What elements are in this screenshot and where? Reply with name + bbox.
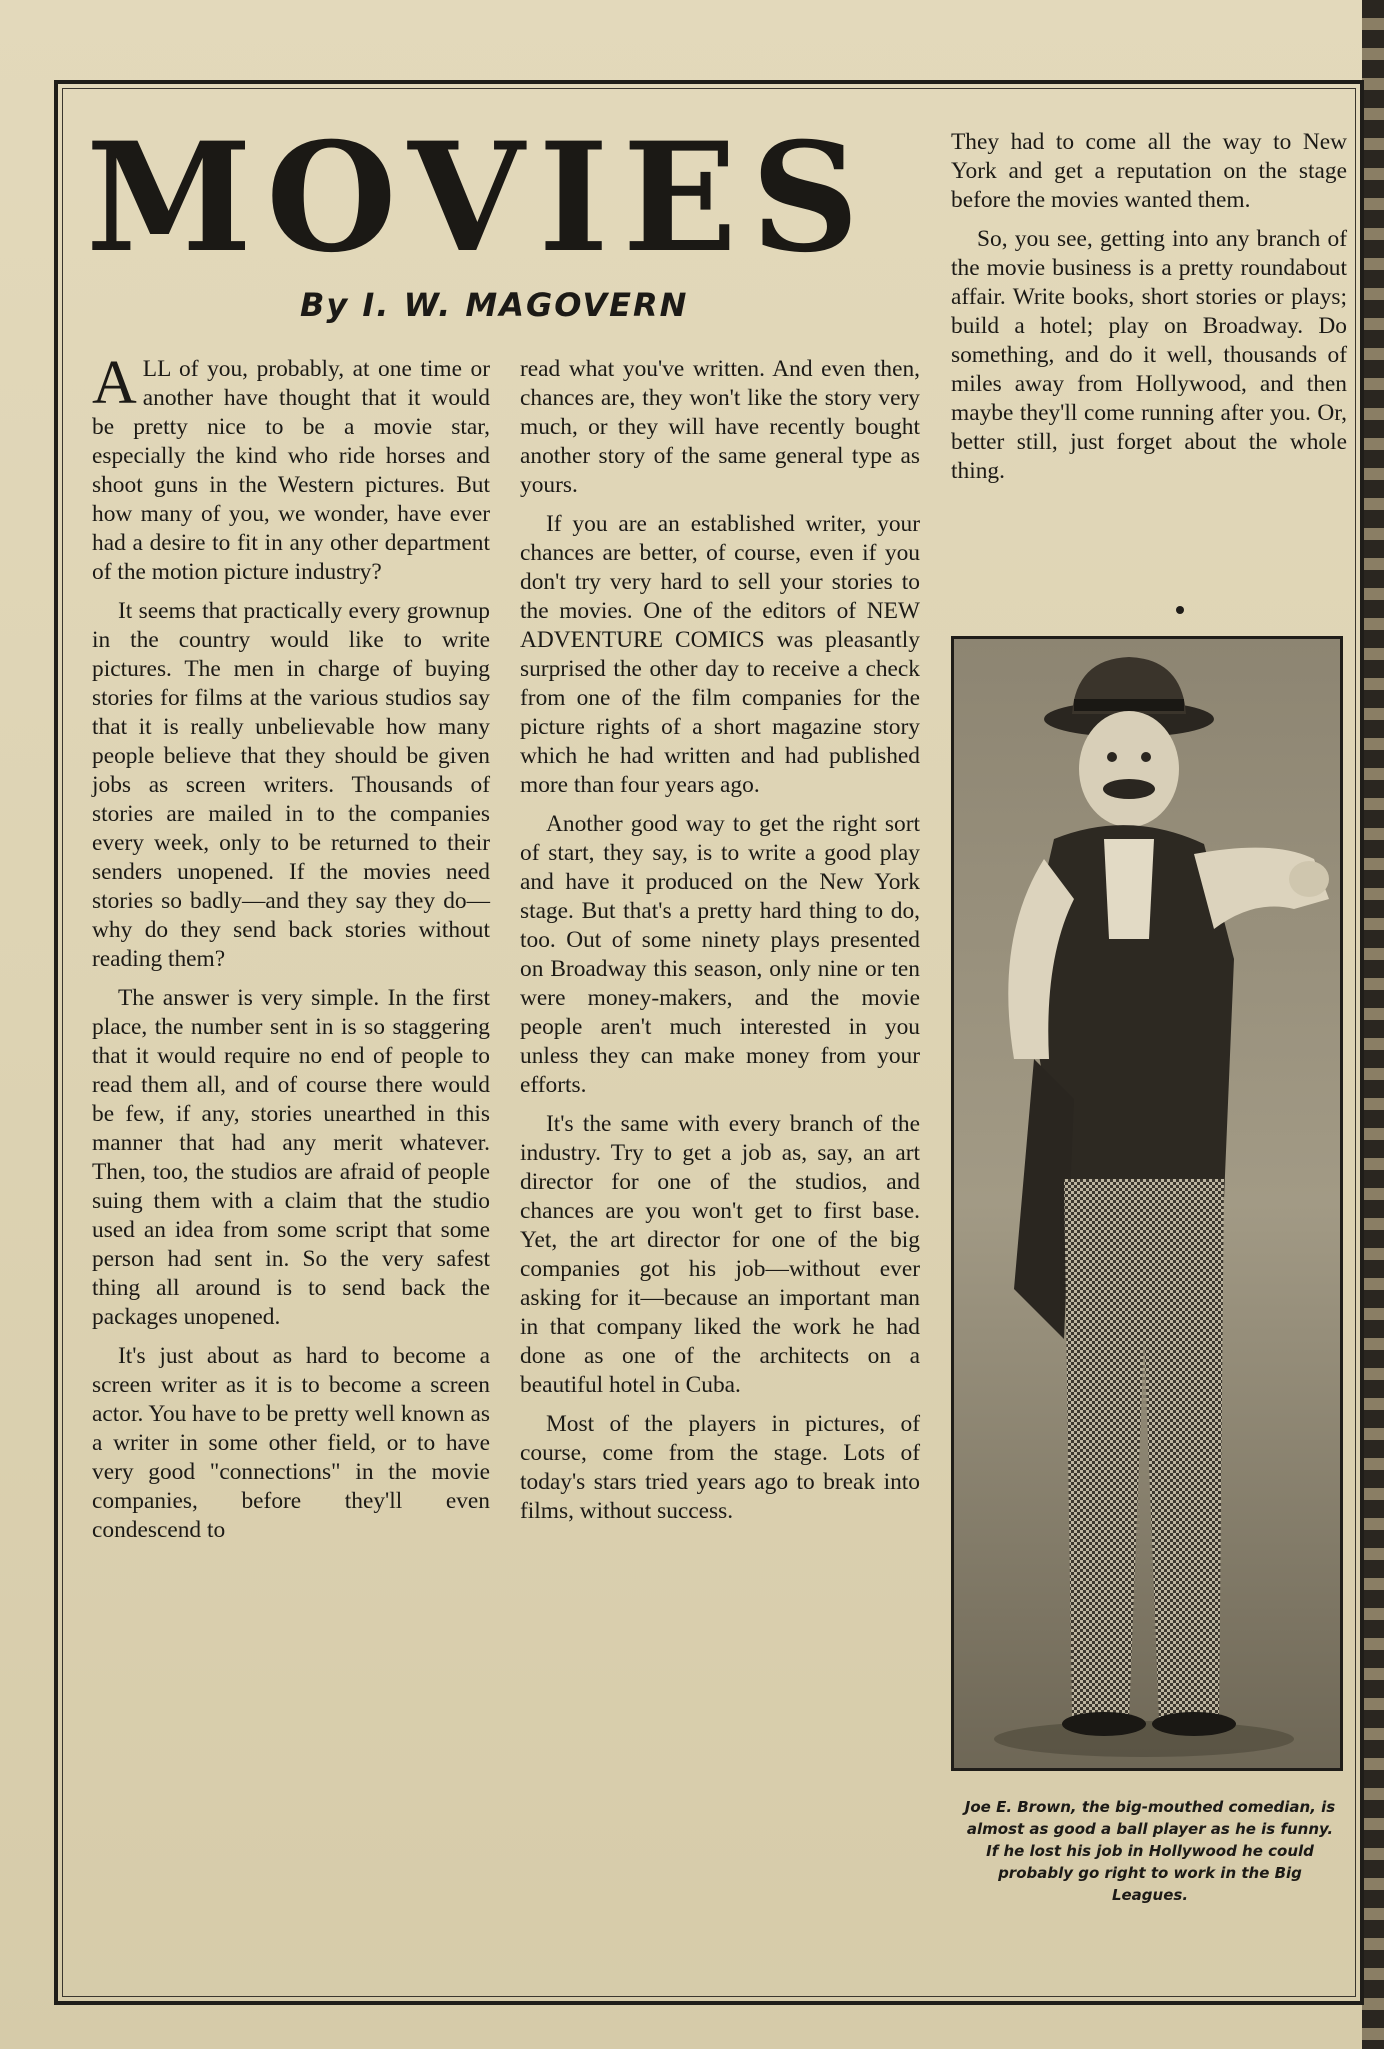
paragraph: read what you've written. And even then, chances are, they won't like the story very much, or they will have recently bought another story of the same general type as yours. bbox=[520, 356, 920, 498]
paragraph: Another good way to get the right sort of start, they say, is to write a good play and have it produced on the New York stage. But that's a pretty hard thing to do, too. Out of some ninety plays presented on Broadway this season, only nine or ten were money-makers, and the movie people aren't much interested in you unless they can make money from your efforts. bbox=[520, 811, 920, 1098]
paragraph: So, you see, getting into any branch of the movie business is a pretty roundabout affair. Write books, short stories or plays; build a hotel; play on Broadway. Do something, and do it well, thousands of miles away from Hollywood, and then maybe they'll come running after you. Or, better still, just forget about the whole thing. bbox=[951, 226, 1347, 484]
column-1 bbox=[92, 349, 490, 1935]
article-byline: By I. W. MAGOVERN bbox=[300, 286, 689, 324]
column-3 bbox=[951, 128, 1347, 608]
drop-cap: A bbox=[92, 349, 137, 417]
article-title: MOVIES bbox=[86, 110, 874, 286]
page-binding-edge bbox=[1362, 0, 1384, 2049]
photo-caption: Joe E. Brown, the big-mouthed comedian, is almost as good a ball player as he is funny. If he lost his job in Hollywood he could probably go right to work in the Big Leagues. bbox=[964, 1798, 1336, 1904]
paragraph: ALL of you, probably, at one time or another have thought that it would be pretty nice to be a movie star, especially the kind who ride horses and shoot guns in the Western pictures. But how many of you, we wonder, have ever had a desire to fit in any other department of the motion picture industry? bbox=[92, 349, 490, 585]
section-bullet bbox=[1176, 606, 1184, 614]
paragraph: Most of the players in pictures, of course, come from the stage. Lots of today's stars tried years ago to break into films, without success. bbox=[520, 1411, 920, 1524]
paragraph: It's the same with every branch of the industry. Try to get a job as, say, an art director for one of the studios, and chances are you won't get to first base. Yet, the art director for one of the big companies got his job—without ever asking for it—because an important man in that company liked the work he had done as one of the architects on a beautiful hotel in Cuba. bbox=[520, 1111, 920, 1398]
paragraph: It's just about as hard to become a screen writer as it is to become a screen actor. You have to be pretty well known as a writer in some other field, or to have very good "connections" in the movie companies, before they'll even condescend to bbox=[92, 1343, 490, 1543]
photo-illustration bbox=[954, 639, 1340, 1768]
photo-joe-e-brown bbox=[951, 636, 1343, 1771]
paragraph: The answer is very simple. In the first place, the number sent in is so staggering that it would require no end of people to read them all, and of course there would be few, if any, stories unearthed in this manner that had any merit whatever. Then, too, the studios are afraid of people suing them with a claim that the studio used an idea from some script that some person had sent in. So the very safest thing all around is to send back the packages unopened. bbox=[92, 985, 490, 1330]
paragraph: They had to come all the way to New York and get a reputation on the stage before the movies wanted them. bbox=[951, 129, 1347, 213]
paragraph: If you are an established writer, your chances are better, of course, even if you don't try very hard to sell your stories to the movies. One of the editors of NEW ADVENTURE COMICS was pleasantly surprised the other day to receive a check from one of the film companies for the picture rights of a short magazine story which he had written and had published more than four years ago. bbox=[520, 511, 920, 798]
paragraph: It seems that practically every grownup in the country would like to write pictures. The men in charge of buying stories for films at the various studios say that it is really unbelievable how many people believe that they should be given jobs as screen writers. Thousands of stories are mailed in to the companies every week, only to be returned to their senders unopened. If the movies need stories so badly—and they say they do—why do they send back stories without reading them? bbox=[92, 598, 490, 972]
column-2 bbox=[520, 355, 920, 1935]
